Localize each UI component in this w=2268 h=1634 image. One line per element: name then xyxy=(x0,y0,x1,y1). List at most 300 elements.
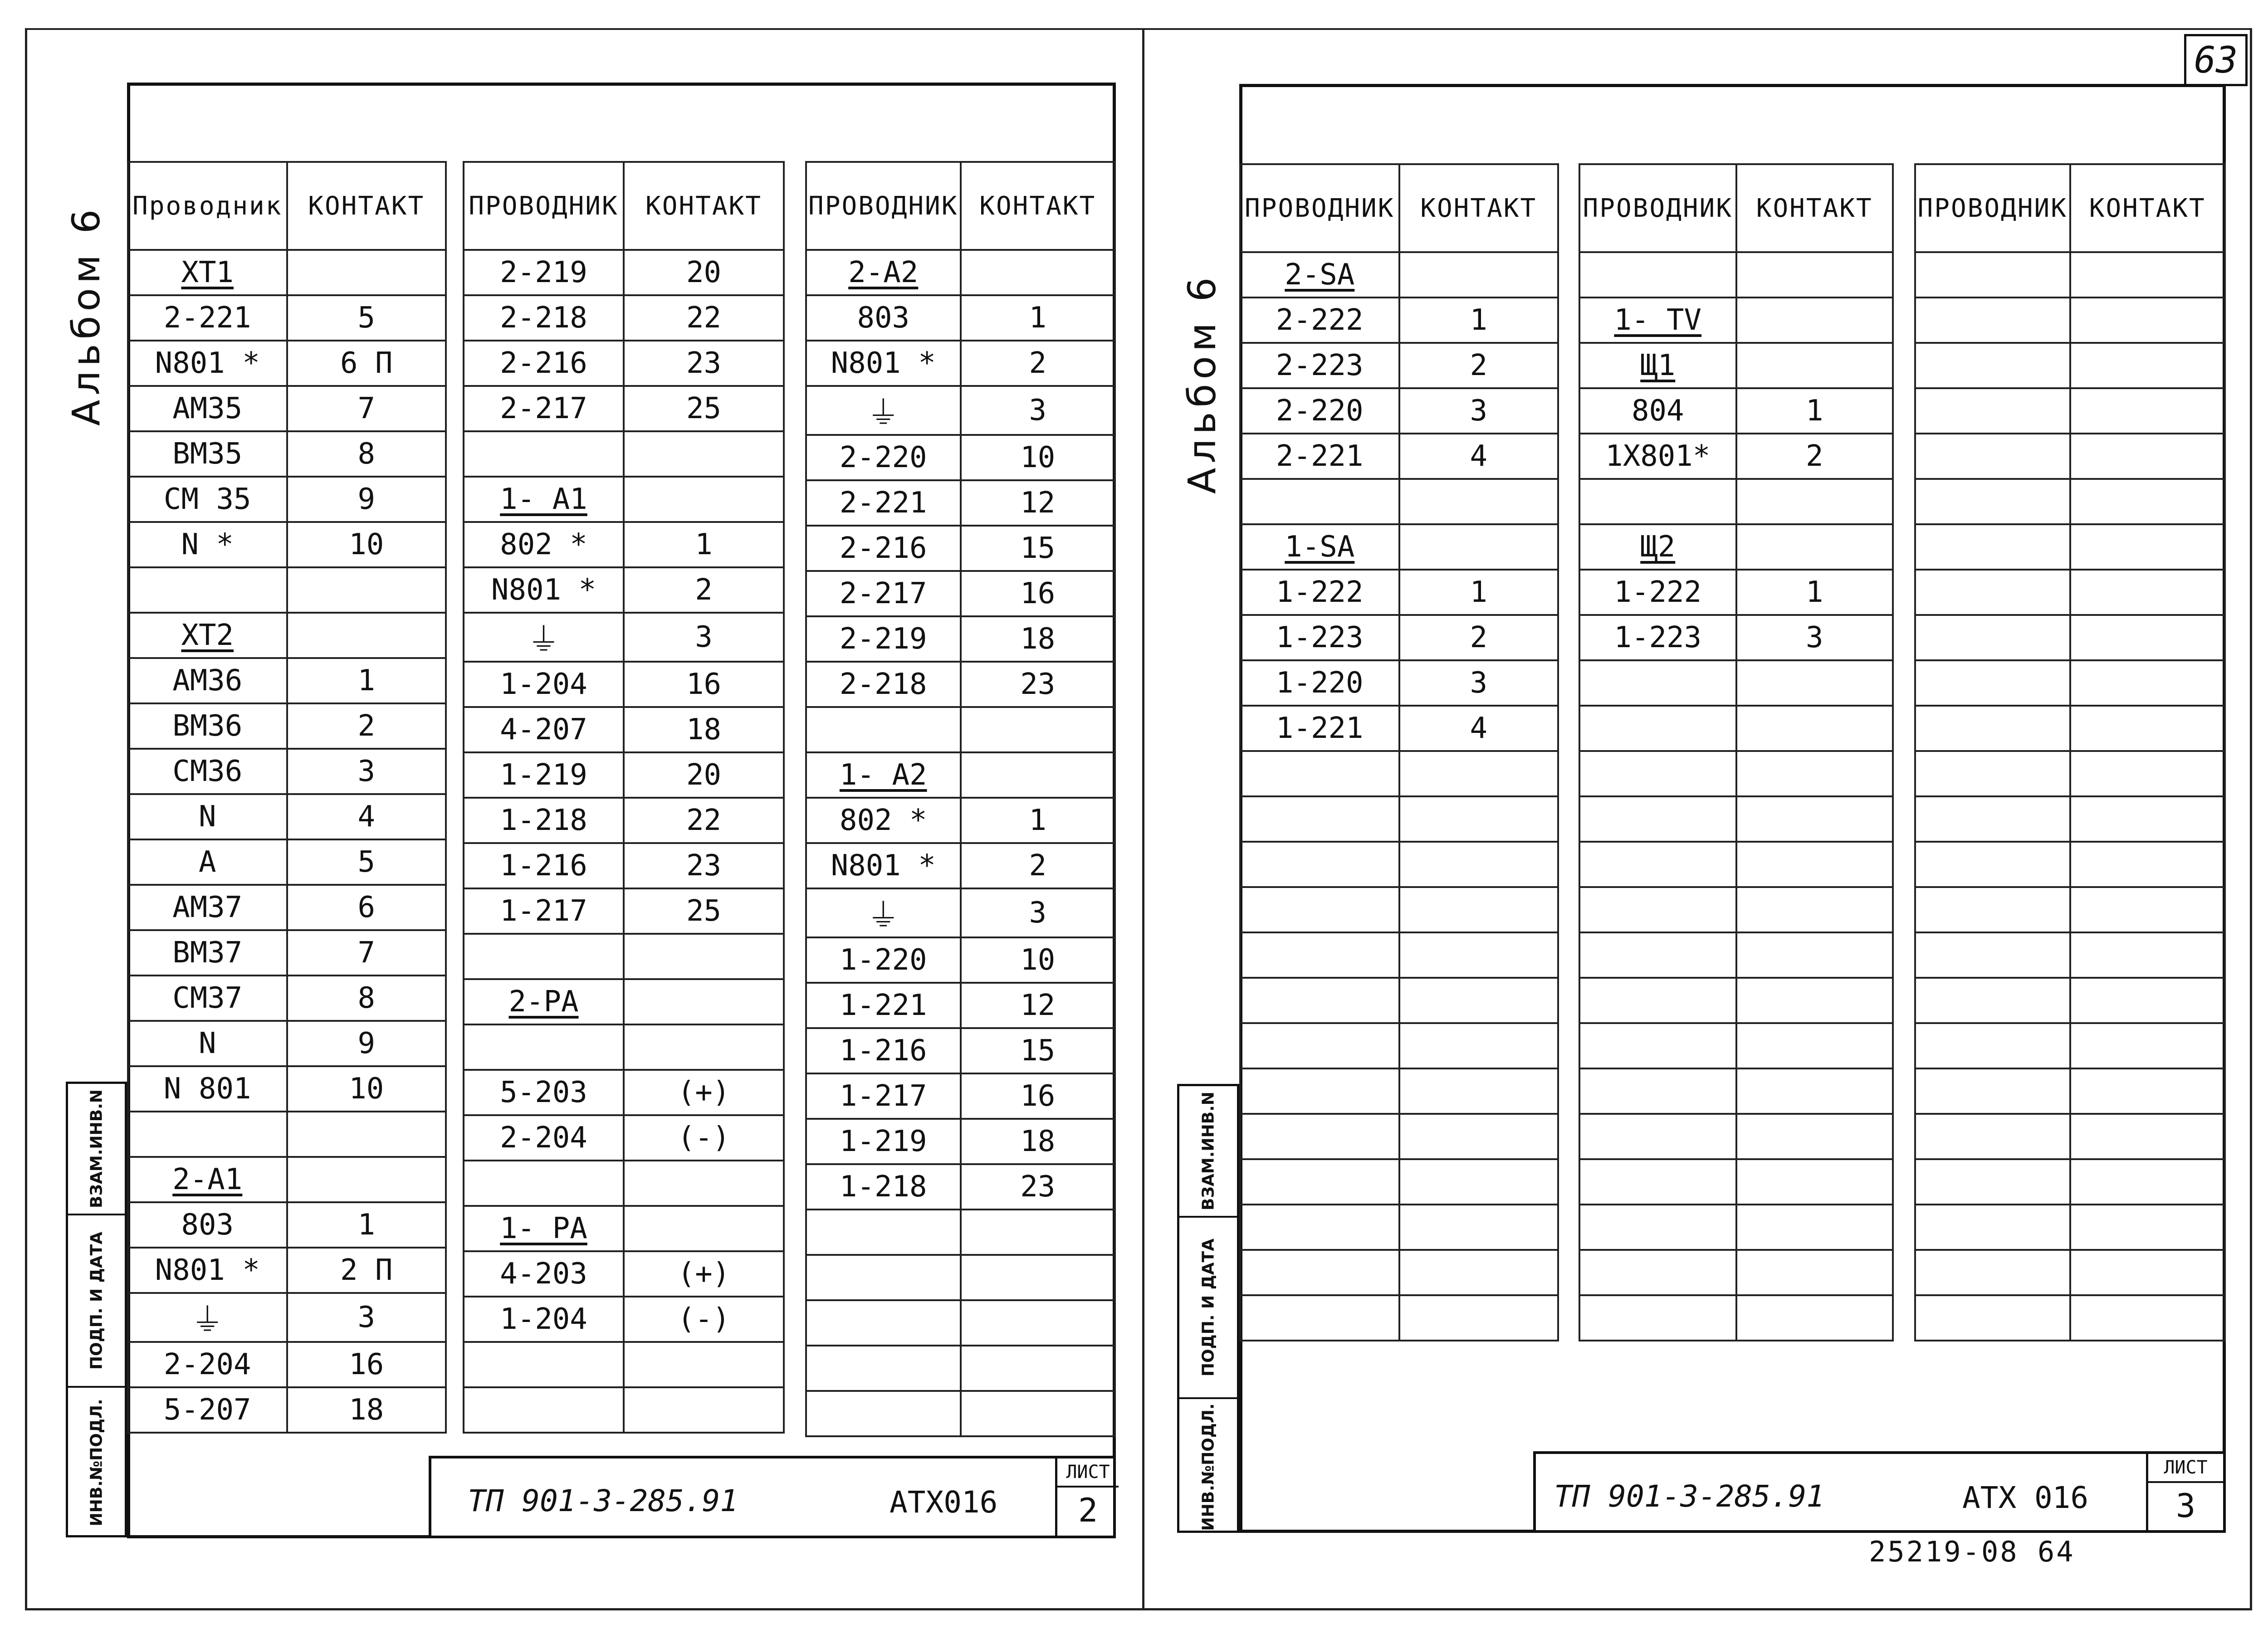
conductor-cell xyxy=(1915,252,2070,298)
table-row xyxy=(806,843,1115,888)
conductor-cell: 2-218 xyxy=(464,295,624,341)
header-conductor: ПРОВОДНИК xyxy=(464,162,624,250)
stamp-cell-replacement xyxy=(68,1084,125,1215)
table-row xyxy=(464,843,784,888)
stamp-label: ИНВ.№ПОДЛ. xyxy=(1199,1403,1217,1531)
table-row xyxy=(1579,706,1893,751)
header-conductor: Проводник xyxy=(128,162,287,250)
conductor-cell xyxy=(1579,479,1736,524)
contact-cell xyxy=(1736,1295,1893,1341)
table-row xyxy=(1915,842,2225,887)
conductor-cell xyxy=(1240,1205,1399,1250)
contact-cell xyxy=(961,1300,1115,1346)
table-row xyxy=(1579,660,1893,706)
contact-cell xyxy=(1736,796,1893,842)
contact-cell: 16 xyxy=(961,571,1115,616)
table-row xyxy=(1915,1205,2225,1250)
table-row xyxy=(464,250,784,295)
table-row xyxy=(128,250,446,295)
table-row xyxy=(128,1202,446,1248)
table-row xyxy=(1579,570,1893,615)
contact-cell: 23 xyxy=(624,843,784,888)
table-row xyxy=(128,1066,446,1112)
contact-cell xyxy=(624,1342,784,1387)
contact-cell: 12 xyxy=(961,480,1115,526)
table-row xyxy=(1579,887,1893,932)
conductor-cell xyxy=(1240,479,1399,524)
stamp-label: ПОДП. И ДАТА xyxy=(87,1231,106,1370)
contact-cell: 15 xyxy=(961,526,1115,571)
conductor-cell: 1-204 xyxy=(464,1297,624,1342)
contact-cell: 8 xyxy=(287,431,446,477)
contact-cell: 1 xyxy=(1399,298,1559,343)
table-row xyxy=(128,839,446,885)
conductor-cell: 2-221 xyxy=(128,295,287,341)
table-row xyxy=(1579,615,1893,660)
table-row xyxy=(1915,660,2225,706)
table-row xyxy=(1240,1068,1558,1114)
table-row xyxy=(464,888,784,934)
conductor-cell xyxy=(1915,796,2070,842)
table-row xyxy=(464,1161,784,1206)
table-header-row xyxy=(1579,164,1893,252)
conductor-cell xyxy=(806,1346,961,1391)
contact-cell: 23 xyxy=(961,1164,1115,1210)
contact-cell: 10 xyxy=(287,522,446,567)
contact-cell xyxy=(1399,932,1559,978)
conductor-cell: ВМ35 xyxy=(128,431,287,477)
contact-cell: 20 xyxy=(624,752,784,798)
table-row xyxy=(128,567,446,613)
contact-cell: 2 xyxy=(1399,343,1559,388)
table-row xyxy=(464,1251,784,1297)
conductor-cell: 4-207 xyxy=(464,707,624,752)
contact-cell: 7 xyxy=(287,930,446,976)
conductor-cell: N801 * xyxy=(806,341,961,386)
table-row xyxy=(1240,1159,1558,1205)
table-row xyxy=(1915,1250,2225,1295)
conductor-cell xyxy=(1579,1295,1736,1341)
sheet-number-box xyxy=(2146,1454,2223,1530)
header-contact: КОНТАКТ xyxy=(624,162,784,250)
conductor-cell xyxy=(1915,1114,2070,1159)
table-row xyxy=(464,613,784,662)
table-row xyxy=(1915,706,2225,751)
table-row xyxy=(464,1387,784,1433)
table-row xyxy=(464,1024,784,1070)
contact-cell xyxy=(2070,842,2225,887)
conductor-cell: 1-219 xyxy=(464,752,624,798)
table-row xyxy=(1915,388,2225,434)
table-row xyxy=(1579,388,1893,434)
contact-cell: 9 xyxy=(287,477,446,522)
table-row xyxy=(1915,1068,2225,1114)
table-row xyxy=(464,662,784,707)
table-row xyxy=(1579,932,1893,978)
conductor-cell: 2-РА xyxy=(464,979,624,1024)
conductor-cell: А xyxy=(128,839,287,885)
conductor-cell xyxy=(806,707,961,752)
contact-cell: 3 xyxy=(1399,388,1559,434)
conductor-cell xyxy=(1240,1295,1399,1341)
table-row xyxy=(128,749,446,794)
conductor-cell: 4-203 xyxy=(464,1251,624,1297)
table-row xyxy=(806,1119,1115,1164)
contact-cell xyxy=(624,1387,784,1433)
table-header-row xyxy=(464,162,784,250)
contact-cell xyxy=(1736,842,1893,887)
table-row xyxy=(1240,660,1558,706)
contact-cell xyxy=(1399,1023,1559,1068)
contact-cell: 10 xyxy=(961,937,1115,983)
contact-cell xyxy=(624,1024,784,1070)
sheet-number-box xyxy=(1055,1458,1119,1536)
table-row xyxy=(1240,1250,1558,1295)
contact-cell xyxy=(1399,1205,1559,1250)
table-row xyxy=(464,979,784,1024)
table-row xyxy=(806,752,1115,798)
contact-cell xyxy=(2070,1250,2225,1295)
contact-cell xyxy=(2070,796,2225,842)
conductor-cell: 1-217 xyxy=(464,888,624,934)
page-divider xyxy=(1142,28,1144,1609)
table-row xyxy=(1240,524,1558,570)
conductor-cell: XT1 xyxy=(128,250,287,295)
contact-cell xyxy=(2070,570,2225,615)
table-row xyxy=(1579,842,1893,887)
table-row xyxy=(806,571,1115,616)
table-row xyxy=(1915,1159,2225,1205)
stamp-cell-signature xyxy=(1179,1218,1237,1399)
table-row xyxy=(806,250,1115,295)
conductor-cell: 2-А2 xyxy=(806,250,961,295)
table-row xyxy=(1915,298,2225,343)
contact-cell: 4 xyxy=(287,794,446,839)
contact-cell xyxy=(1399,252,1559,298)
table-row xyxy=(1579,1159,1893,1205)
conductor-cell xyxy=(1579,1114,1736,1159)
contact-cell xyxy=(624,477,784,522)
table-row xyxy=(1579,479,1893,524)
table-row xyxy=(128,885,446,930)
conductor-cell: 2-204 xyxy=(464,1115,624,1161)
table-row xyxy=(1579,1068,1893,1114)
table-row xyxy=(128,431,446,477)
conductor-cell xyxy=(1915,1023,2070,1068)
wiring-table-left-1 xyxy=(127,161,447,1434)
contact-cell xyxy=(1399,1295,1559,1341)
conductor-cell xyxy=(1579,751,1736,796)
contact-cell xyxy=(1399,842,1559,887)
document-code: АТХ016 xyxy=(890,1485,998,1520)
table-row xyxy=(1915,434,2225,479)
contact-cell: 2 xyxy=(1399,615,1559,660)
conductor-cell: 2-217 xyxy=(464,386,624,431)
table-row xyxy=(1915,751,2225,796)
conductor-cell: 1-223 xyxy=(1579,615,1736,660)
contact-cell: 6 П xyxy=(287,341,446,386)
contact-cell: (-) xyxy=(624,1297,784,1342)
conductor-cell xyxy=(1579,1205,1736,1250)
sheet-label: ЛИСТ xyxy=(2148,1454,2223,1483)
table-row xyxy=(806,662,1115,707)
stamp-cell-signature xyxy=(68,1215,125,1388)
table-row xyxy=(1915,524,2225,570)
conductor-cell: N 801 xyxy=(128,1066,287,1112)
conductor-cell xyxy=(1240,978,1399,1023)
table-row xyxy=(1579,1250,1893,1295)
conductor-cell: 2-216 xyxy=(806,526,961,571)
wiring-table-left-3 xyxy=(805,161,1116,1437)
table-row xyxy=(806,1210,1115,1255)
wiring-table-right-3 xyxy=(1914,163,2226,1341)
contact-cell xyxy=(287,1157,446,1202)
contact-cell: 18 xyxy=(287,1387,446,1433)
conductor-cell xyxy=(1915,660,2070,706)
conductor-cell: 1-218 xyxy=(464,798,624,843)
sheet-number: 2 xyxy=(1078,1491,1098,1529)
right-title-block xyxy=(1533,1451,2226,1533)
conductor-cell: 804 xyxy=(1579,388,1736,434)
conductor-cell xyxy=(1579,887,1736,932)
table-row xyxy=(464,1342,784,1387)
conductor-cell: 2-219 xyxy=(464,250,624,295)
contact-cell xyxy=(1399,751,1559,796)
contact-cell: (+) xyxy=(624,1251,784,1297)
table-header-row xyxy=(1240,164,1558,252)
document-number: ТП 901-3-285.91 xyxy=(468,1483,738,1518)
conductor-cell xyxy=(1579,660,1736,706)
table-row xyxy=(128,1021,446,1066)
contact-cell xyxy=(2070,1205,2225,1250)
contact-cell xyxy=(1399,1068,1559,1114)
contact-cell: 18 xyxy=(624,707,784,752)
table-row xyxy=(1240,932,1558,978)
table-row xyxy=(1915,615,2225,660)
conductor-cell xyxy=(1915,1295,2070,1341)
conductor-cell: СМ36 xyxy=(128,749,287,794)
table-row xyxy=(128,658,446,703)
contact-cell: 9 xyxy=(287,1021,446,1066)
contact-cell xyxy=(2070,615,2225,660)
conductor-cell xyxy=(1915,434,2070,479)
sheet-label: ЛИСТ xyxy=(1057,1458,1119,1488)
contact-cell xyxy=(1399,1114,1559,1159)
contact-cell xyxy=(1736,524,1893,570)
contact-cell: 6 xyxy=(287,885,446,930)
header-conductor: ПРОВОДНИК xyxy=(1579,164,1736,252)
table-row xyxy=(1915,479,2225,524)
contact-cell: 16 xyxy=(287,1342,446,1387)
contact-cell: 4 xyxy=(1399,434,1559,479)
contact-cell xyxy=(1736,298,1893,343)
table-row xyxy=(806,707,1115,752)
contact-cell xyxy=(2070,660,2225,706)
contact-cell xyxy=(2070,1159,2225,1205)
contact-cell xyxy=(961,1391,1115,1436)
header-contact: КОНТАКТ xyxy=(1399,164,1559,252)
contact-cell xyxy=(287,1112,446,1157)
contact-cell xyxy=(1736,1250,1893,1295)
contact-cell: 1 xyxy=(1736,388,1893,434)
stamp-label: ВЗАМ.ИНВ.N xyxy=(1199,1092,1217,1210)
table-row xyxy=(464,1115,784,1161)
contact-cell xyxy=(1399,479,1559,524)
table-row xyxy=(1240,298,1558,343)
contact-cell xyxy=(624,431,784,477)
conductor-cell: 1-217 xyxy=(806,1073,961,1119)
contact-cell xyxy=(2070,388,2225,434)
contact-cell: 7 xyxy=(287,386,446,431)
contact-cell: 16 xyxy=(961,1073,1115,1119)
conductor-cell xyxy=(1579,1159,1736,1205)
wiring-table-left-2 xyxy=(463,161,785,1434)
conductor-cell: 1-220 xyxy=(1240,660,1399,706)
contact-cell xyxy=(287,567,446,613)
table-row xyxy=(1915,1295,2225,1341)
table-row xyxy=(464,477,784,522)
conductor-cell: 2-217 xyxy=(806,571,961,616)
table-row xyxy=(1240,978,1558,1023)
table-row xyxy=(806,1391,1115,1436)
table-row xyxy=(128,477,446,522)
contact-cell xyxy=(624,1161,784,1206)
conductor-cell xyxy=(1915,1205,2070,1250)
conductor-cell: 2-219 xyxy=(806,616,961,662)
contact-cell xyxy=(2070,434,2225,479)
ground-symbol-cell: ⏚ xyxy=(806,386,961,435)
conductor-cell: 803 xyxy=(128,1202,287,1248)
table-row xyxy=(1915,1114,2225,1159)
conductor-cell xyxy=(1240,842,1399,887)
contact-cell: 12 xyxy=(961,983,1115,1028)
table-row xyxy=(128,794,446,839)
contact-cell: 15 xyxy=(961,1028,1115,1073)
conductor-cell: N xyxy=(128,1021,287,1066)
table-row xyxy=(806,526,1115,571)
conductor-cell: 1- А2 xyxy=(806,752,961,798)
table-row xyxy=(1579,252,1893,298)
table-row xyxy=(806,1255,1115,1300)
conductor-cell xyxy=(1240,932,1399,978)
table-row xyxy=(464,1070,784,1115)
table-row xyxy=(1915,932,2225,978)
conductor-cell: АМ37 xyxy=(128,885,287,930)
conductor-cell xyxy=(1240,1159,1399,1205)
stamp-cell-inventory xyxy=(68,1388,125,1537)
table-row xyxy=(806,1346,1115,1391)
table-row xyxy=(806,480,1115,526)
contact-cell: 25 xyxy=(624,386,784,431)
conductor-cell: 802 * xyxy=(464,522,624,567)
stamp-label: ИНВ.№ПОДЛ. xyxy=(87,1399,106,1527)
table-row xyxy=(1579,978,1893,1023)
table-row xyxy=(464,1297,784,1342)
conductor-cell xyxy=(1915,524,2070,570)
table-row xyxy=(1240,479,1558,524)
table-row xyxy=(1240,1114,1558,1159)
conductor-cell: СМ 35 xyxy=(128,477,287,522)
contact-cell xyxy=(1399,524,1559,570)
document-number: ТП 901-3-285.91 xyxy=(1554,1479,1825,1514)
contact-cell: 2 xyxy=(287,703,446,749)
contact-cell xyxy=(961,1346,1115,1391)
wiring-table-right-1 xyxy=(1239,163,1559,1341)
contact-cell: 1 xyxy=(287,1202,446,1248)
table-row xyxy=(806,1073,1115,1119)
conductor-cell xyxy=(1915,887,2070,932)
conductor-cell xyxy=(1240,1068,1399,1114)
conductor-cell: Щ1 xyxy=(1579,343,1736,388)
conductor-cell: АМ36 xyxy=(128,658,287,703)
table-row xyxy=(1579,1114,1893,1159)
conductor-cell: 2-223 xyxy=(1240,343,1399,388)
table-row xyxy=(128,1157,446,1202)
contact-cell xyxy=(961,752,1115,798)
table-row xyxy=(128,1112,446,1157)
header-contact: КОНТАКТ xyxy=(1736,164,1893,252)
table-row xyxy=(806,435,1115,480)
contact-cell xyxy=(2070,343,2225,388)
table-row xyxy=(464,341,784,386)
contact-cell: 5 xyxy=(287,295,446,341)
contact-cell xyxy=(1736,1205,1893,1250)
page-corner-number: 63 xyxy=(2184,34,2248,86)
contact-cell: 22 xyxy=(624,798,784,843)
conductor-cell: 2-220 xyxy=(1240,388,1399,434)
table-row xyxy=(1240,1205,1558,1250)
conductor-cell: N801 * xyxy=(128,341,287,386)
table-header-row xyxy=(1915,164,2225,252)
conductor-cell: 1-218 xyxy=(806,1164,961,1210)
header-contact: КОНТАКТ xyxy=(961,162,1115,250)
conductor-cell xyxy=(1915,842,2070,887)
table-row xyxy=(806,295,1115,341)
table-row xyxy=(464,386,784,431)
contact-cell xyxy=(2070,524,2225,570)
table-row xyxy=(1579,1023,1893,1068)
table-row xyxy=(1915,978,2225,1023)
left-stamp-column xyxy=(66,1082,127,1537)
conductor-cell: ВМ36 xyxy=(128,703,287,749)
table-row xyxy=(1240,343,1558,388)
contact-cell: 3 xyxy=(1736,615,1893,660)
contact-cell: 1 xyxy=(1399,570,1559,615)
conductor-cell: 1-223 xyxy=(1240,615,1399,660)
contact-cell xyxy=(624,1206,784,1251)
conductor-cell: 5-203 xyxy=(464,1070,624,1115)
contact-cell xyxy=(2070,978,2225,1023)
conductor-cell: 2-218 xyxy=(806,662,961,707)
contact-cell xyxy=(2070,887,2225,932)
conductor-cell xyxy=(464,1024,624,1070)
table-row xyxy=(1240,570,1558,615)
table-row xyxy=(128,522,446,567)
conductor-cell xyxy=(806,1300,961,1346)
contact-cell: 5 xyxy=(287,839,446,885)
conductor-cell: N801 * xyxy=(464,567,624,613)
conductor-cell xyxy=(1915,298,2070,343)
conductor-cell: 2-220 xyxy=(806,435,961,480)
table-row xyxy=(464,522,784,567)
table-row xyxy=(806,616,1115,662)
ground-symbol-cell: ⏚ xyxy=(464,613,624,662)
table-row xyxy=(1579,796,1893,842)
stamp-label: ПОДП. И ДАТА xyxy=(1199,1238,1217,1377)
conductor-cell: 2-SA xyxy=(1240,252,1399,298)
document-code: АТХ 016 xyxy=(1962,1480,2089,1515)
contact-cell: 3 xyxy=(961,888,1115,937)
